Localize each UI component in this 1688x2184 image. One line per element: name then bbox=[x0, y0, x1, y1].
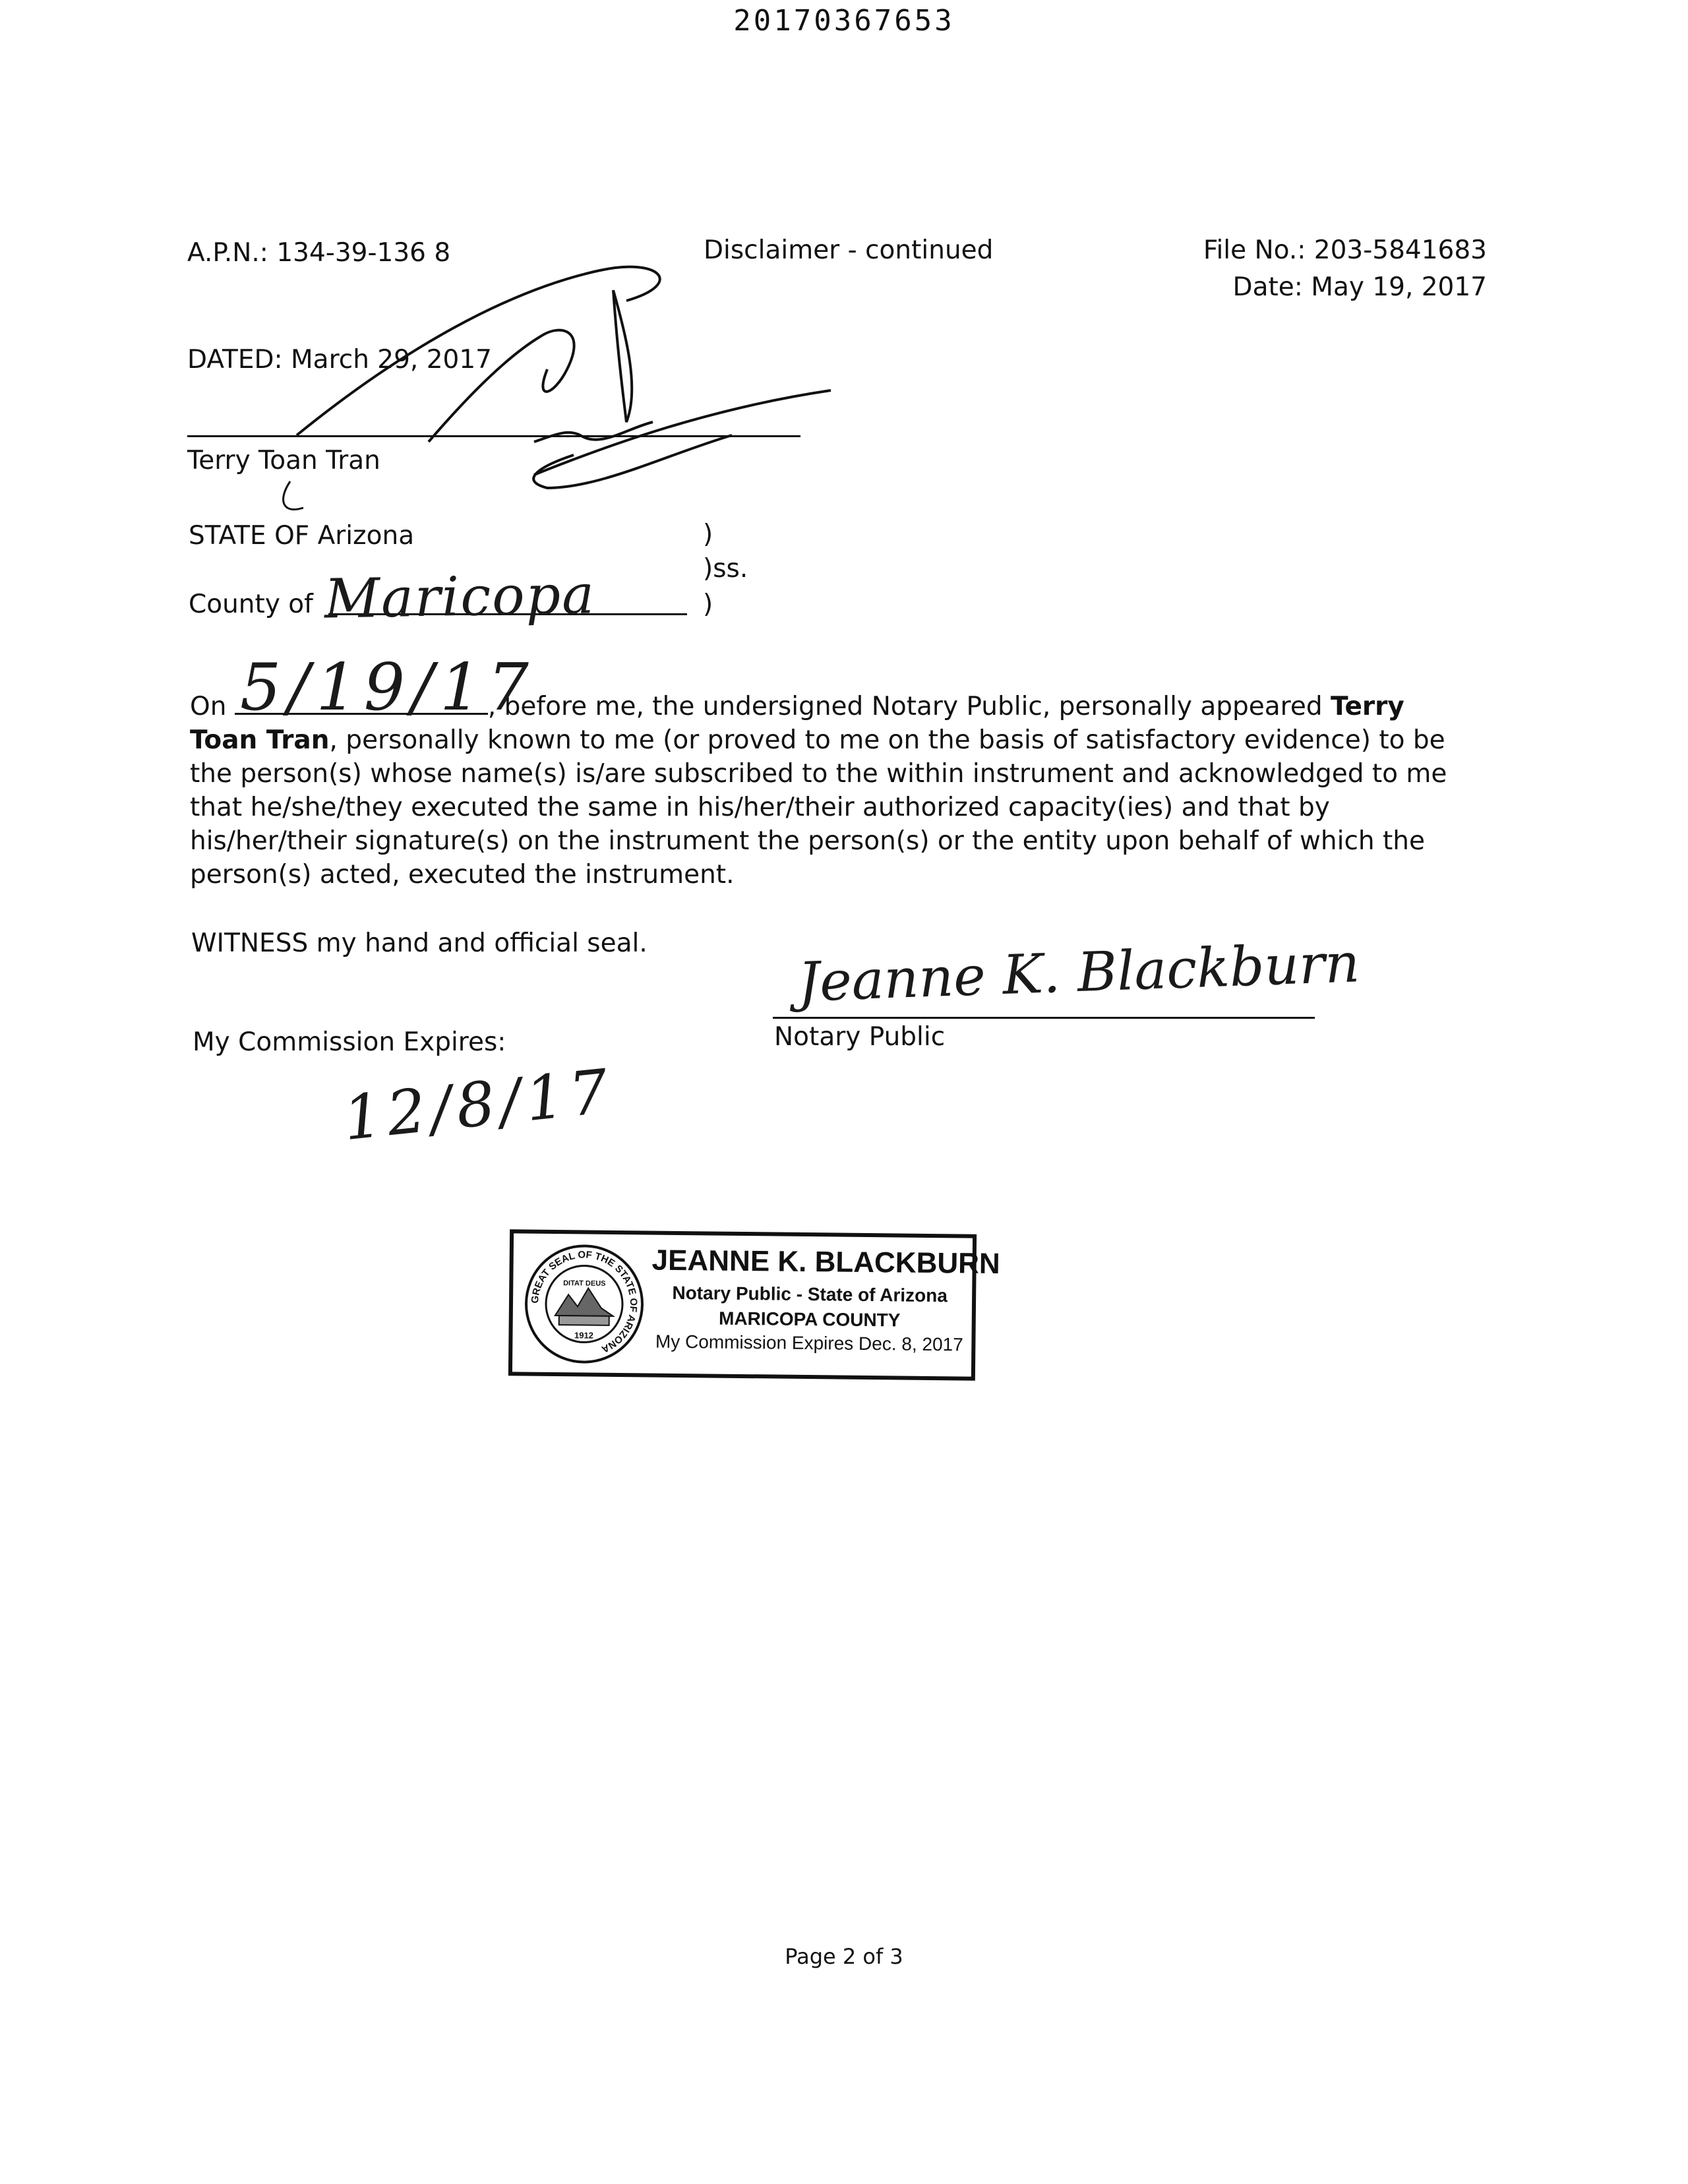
acknowledgment-text-after-name: , personally known to me (or proved to me on the basis of satisfactory evidence) to be the person(s) whose name(s) is/are subscribed to the within instrument and acknowledged to me that he/she/they executed the same in his/her/their authorized capacity(ies) and that by his/her/their signature(s) on the instrument the person(s) or the entity upon behalf of which the person(s) acted, executed the instrument. bbox=[190, 725, 1447, 890]
notary-public-label: Notary Public bbox=[774, 1022, 946, 1052]
recording-number: 20170367653 bbox=[733, 4, 955, 38]
state-line: STATE OF Arizona bbox=[189, 521, 415, 551]
file-number: File No.: 203-5841683 bbox=[1203, 235, 1487, 265]
notary-seal-stamp bbox=[508, 1229, 1000, 1380]
stamp-notary-name: JEANNE K. BLACKBURN bbox=[651, 1244, 1000, 1281]
seal-ring-text: GREAT SEAL OF THE STATE OF ARIZONA bbox=[529, 1249, 640, 1355]
document-date: Date: May 19, 2017 bbox=[1232, 272, 1487, 302]
commission-date-handwritten: 12/8/17 bbox=[340, 1055, 617, 1155]
commission-expires-label: My Commission Expires: bbox=[193, 1027, 506, 1057]
signer-name: Terry Toan Tran bbox=[187, 446, 380, 475]
stamp-notary-title: Notary Public - State of Arizona bbox=[672, 1282, 948, 1306]
state-seal-icon bbox=[522, 1242, 647, 1367]
county-handwritten: Maricopa bbox=[324, 563, 596, 631]
page-number: Page 2 of 3 bbox=[785, 1944, 903, 1969]
section-title: Disclaimer - continued bbox=[704, 235, 994, 265]
dated-line: DATED: March 29, 2017 bbox=[187, 345, 492, 375]
acknowledgment-text-before-name: , before me, the undersigned Notary Public, personally appeared bbox=[487, 692, 1331, 721]
apn-label: A.P.N.: 134-39-136 8 bbox=[187, 238, 451, 268]
county-label: County of bbox=[189, 590, 313, 619]
seal-year: 1912 bbox=[574, 1330, 594, 1341]
venue-bracket-bottom: ) bbox=[703, 590, 713, 619]
stamp-county: MARICOPA COUNTY bbox=[718, 1308, 901, 1331]
acknowledgment-signer-name: Terry Toan Tran bbox=[190, 692, 1404, 755]
notary-signature-handwritten: Jeanne K. Blackburn bbox=[797, 932, 1361, 1014]
venue-bracket-top: ) bbox=[703, 520, 713, 549]
signer-signature-scribble bbox=[257, 237, 851, 534]
witness-line: WITNESS my hand and official seal. bbox=[191, 928, 648, 958]
venue-ss-mark: )ss. bbox=[703, 554, 748, 584]
seal-motto: DITAT DEUS bbox=[563, 1279, 606, 1288]
acknowledgment-date-handwritten: 5/19/17 bbox=[240, 650, 535, 725]
notary-signature-line bbox=[773, 1017, 1315, 1019]
stamp-expiration: My Commission Expires Dec. 8, 2017 bbox=[655, 1331, 963, 1355]
acknowledgment-prefix: On bbox=[190, 692, 227, 721]
